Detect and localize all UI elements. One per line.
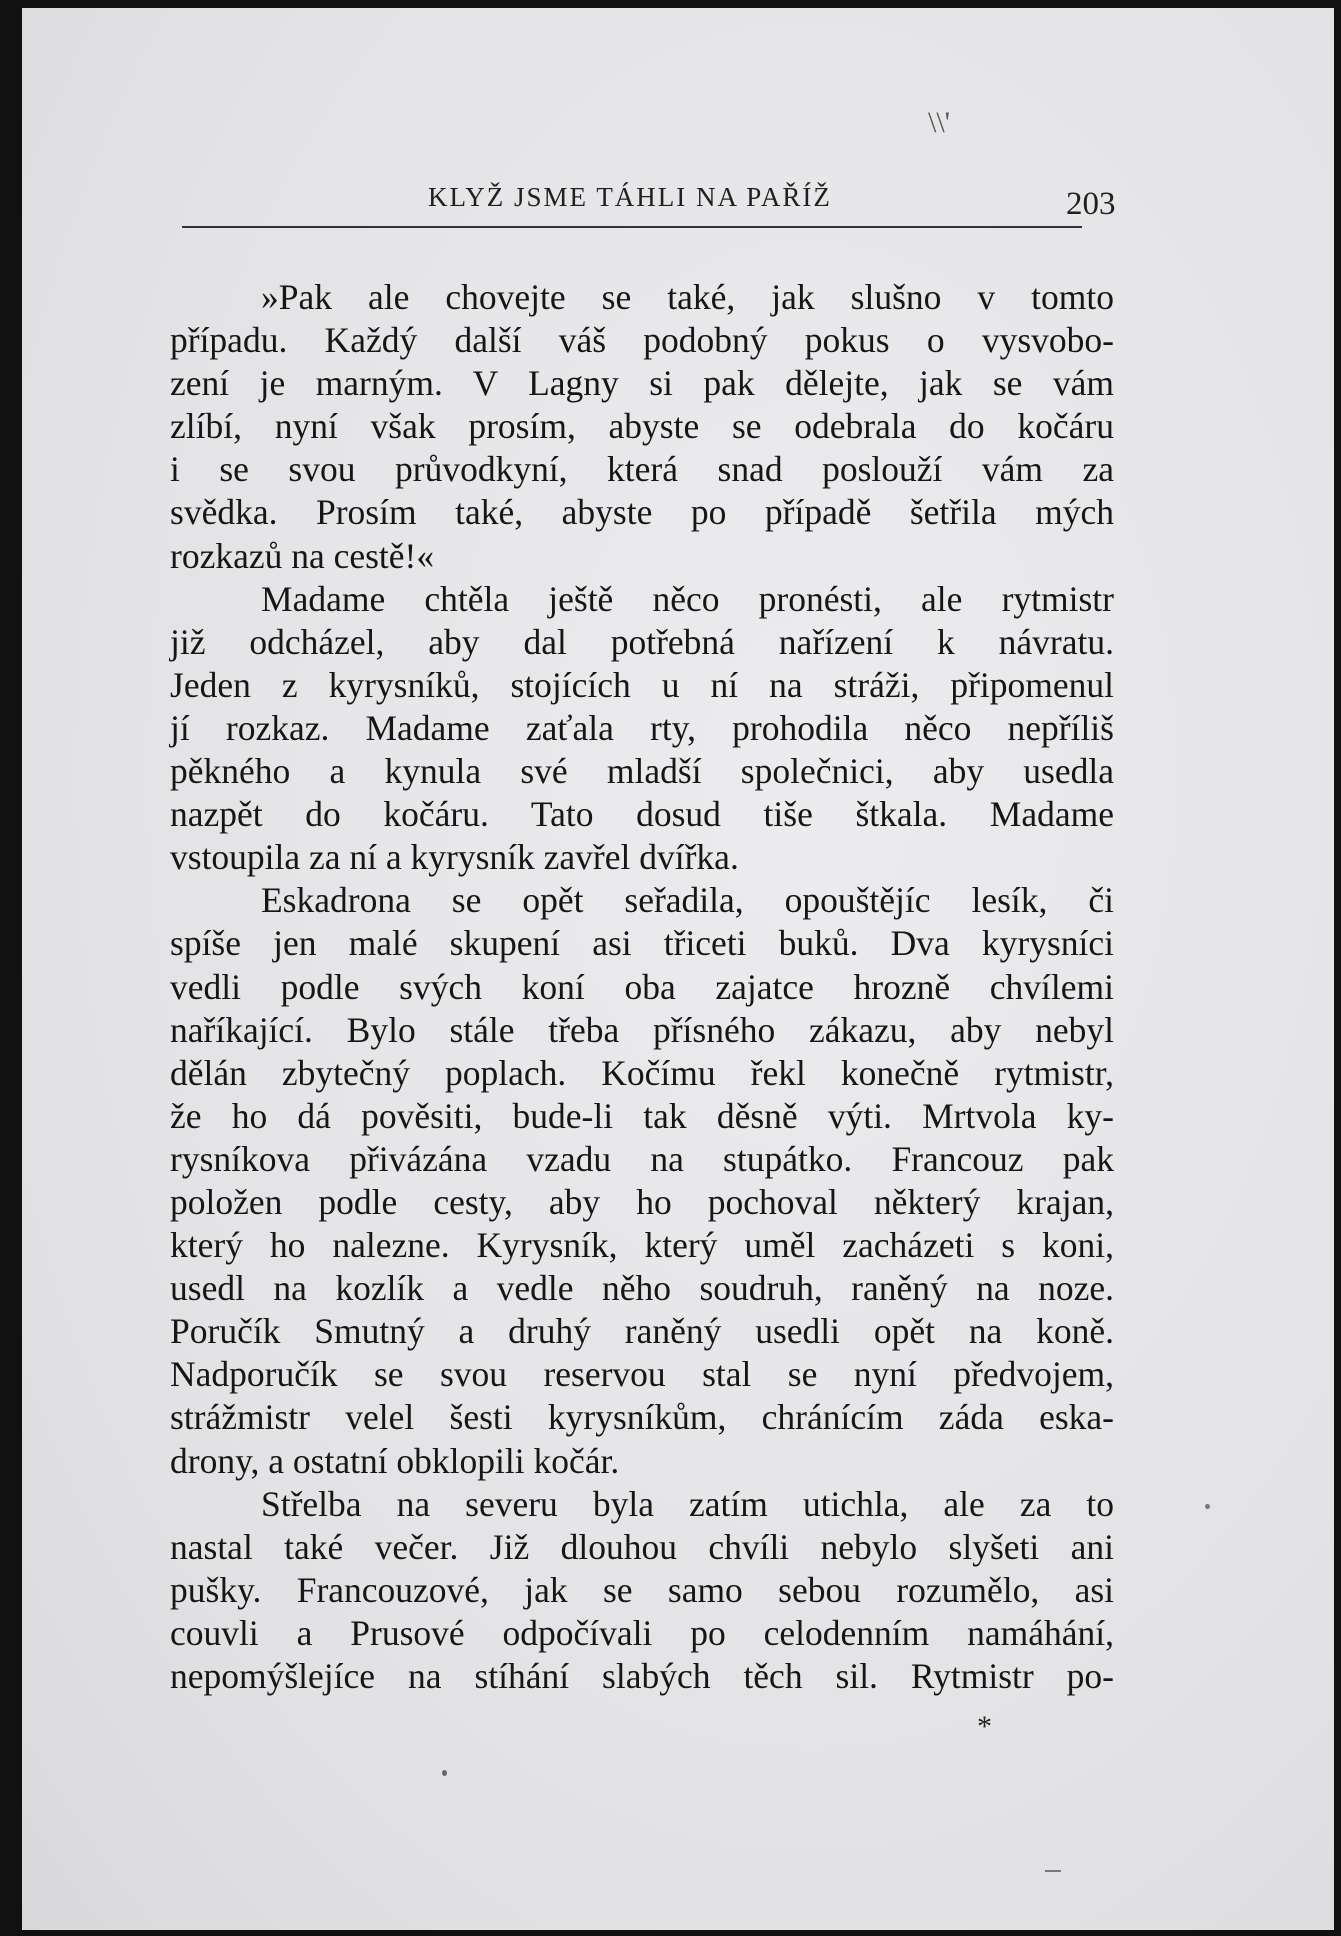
text-line: pušky. Francouzové, jak se samo sebou rozumělo, asi	[170, 1569, 1114, 1610]
text-line: nazpět do kočáru. Tato dosud tiše štkala. Madame	[170, 794, 1114, 835]
text-line: zení je marným. V Lagny si pak dělejte, jak se vám	[170, 363, 1114, 404]
text-line: Madame chtěla ještě něco pronésti, ale rytmistr	[261, 578, 1114, 619]
page-header	[150, 176, 1150, 238]
text-line: nepomýšlejíce na stíhání slabých těch sil. Rytmistr po-	[170, 1656, 1114, 1696]
text-line: spíše jen malé skupení asi třiceti buků. Dva kyrysníci	[170, 923, 1114, 964]
body-text	[170, 276, 1114, 1698]
asterisk-mark: *	[977, 1710, 992, 1743]
text-line: nastal také večer. Již dlouhou chvíli nebylo slyšeti ani	[170, 1526, 1114, 1567]
text-line: i se svou průvodkyní, která snad poslouží vám za	[170, 449, 1114, 490]
text-line: Poručík Smutný a druhý raněný usedli opět na koně.	[170, 1311, 1114, 1352]
text-line: usedl na kozlík a vedle něho soudruh, raněný na noze.	[170, 1268, 1114, 1309]
text-line: již odcházel, aby dal potřebná nařízení k návratu.	[170, 621, 1114, 662]
text-line: Nadporučík se svou reservou stal se nyní předvojem,	[170, 1354, 1114, 1395]
header-rule	[182, 226, 1082, 228]
speck	[442, 1770, 447, 1776]
text-line: vstoupila za ní a kyrysník zavřel dvířka.	[170, 837, 739, 878]
text-line: jí rozkaz. Madame zaťala rty, prohodila něco nepříliš	[170, 707, 1114, 748]
text-line: položen podle cesty, aby ho pochoval některý krajan,	[170, 1181, 1114, 1222]
text-line: Jeden z kyrysníků, stojících u ní na stráži, připomenul	[170, 664, 1114, 705]
text-line: který ho nalezne. Kyrysník, který uměl zacházeti s koni,	[170, 1225, 1114, 1266]
text-line: drony, a ostatní obklopili kočár.	[170, 1440, 620, 1481]
text-line: vedli podle svých koní oba zajatce hrozně chvílemi	[170, 966, 1114, 1007]
text-line: naříkající. Bylo stále třeba přísného zákazu, aby nebyl	[170, 1009, 1114, 1050]
page-number: 203	[1066, 186, 1116, 222]
text-line: strážmistr velel šesti kyrysníkům, chránícím záda eska-	[170, 1397, 1114, 1438]
text-line: že ho dá pověsiti, bude-li tak děsně výti. Mrtvola ky-	[170, 1095, 1114, 1136]
text-line: »Pak ale chovejte se také, jak slušno v tomto	[261, 277, 1114, 317]
text-line: Střelba na severu byla zatím utichla, ale za to	[261, 1483, 1114, 1524]
speck	[1205, 1504, 1210, 1509]
running-title: KLYŽ JSME TÁHLI NA PAŘÍŽ	[428, 182, 832, 212]
text-line: případu. Každý další váš podobný pokus o vysvobo-	[170, 320, 1114, 361]
text-line: pěkného a kynula své mladší společnici, aby usedla	[170, 751, 1114, 792]
book-page	[22, 8, 1334, 1930]
margin-mark-top: \\'	[928, 106, 951, 139]
speck	[1045, 1870, 1061, 1872]
text-line: couvli a Prusové odpočívali po celodenním namáhání,	[170, 1612, 1114, 1653]
text-line: Eskadrona se opět seřadila, opouštějíc lesík, či	[261, 880, 1114, 921]
text-line: dělán zbytečný poplach. Kočímu řekl konečně rytmistr,	[170, 1052, 1114, 1093]
text-line: rozkazů na cestě!«	[170, 535, 435, 576]
text-line: rysníkova přivázána vzadu na stupátko. Francouz pak	[170, 1138, 1114, 1179]
text-line: svědka. Prosím také, abyste po případě šetřila mých	[170, 492, 1114, 533]
text-line: zlíbí, nyní však prosím, abyste se odebrala do kočáru	[170, 406, 1114, 447]
